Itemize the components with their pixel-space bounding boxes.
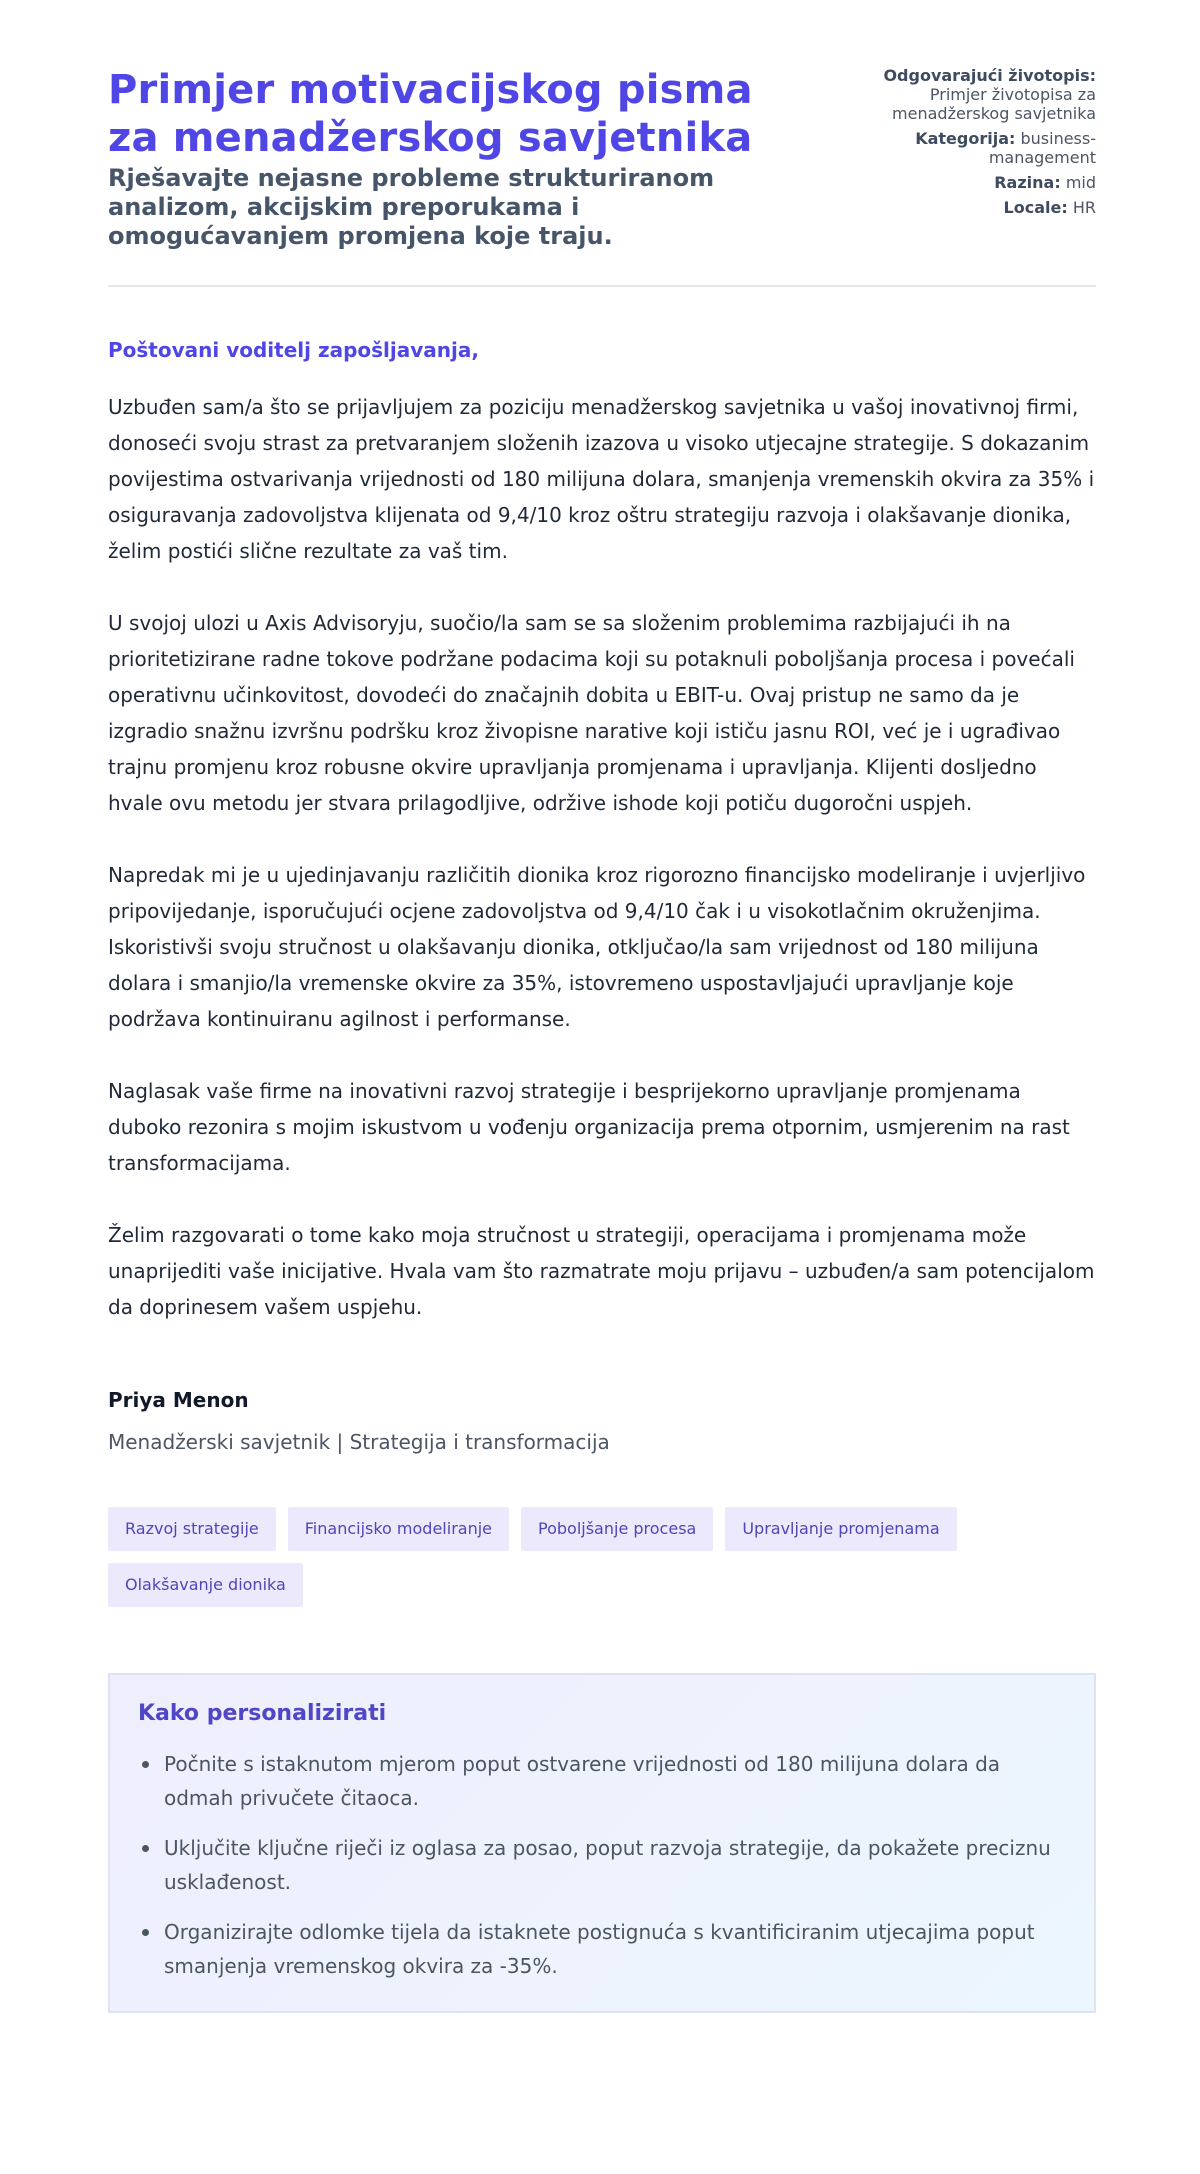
meta-value-resume-link[interactable]: Primjer životopisa za menadžerskog savjetnika — [892, 85, 1096, 123]
skill-tag: Upravljanje promjenama — [725, 1507, 956, 1551]
letter-paragraphs — [108, 389, 1096, 1325]
signature-role: Menadžerski savjetnik | Strategija i transformacija — [108, 1430, 610, 1454]
tip-item — [138, 1747, 1066, 1815]
meta-label: Locale: — [1003, 198, 1068, 217]
meta-label: Odgovarajući životopis: — [883, 66, 1096, 85]
tip-text: Počnite s istaknutom mjerom poput ostvarene vrijednosti od 180 milijuna dolara da odmah privučete čitaoca. — [164, 1752, 1001, 1810]
bullet-icon — [142, 1761, 149, 1768]
personalization-tips — [108, 1673, 1096, 2013]
letter-paragraph: Uzbuđen sam/a što se prijavljujem za poziciju menadžerskog savjetnika u vašoj inovativnoj firmi, donoseći svoju strast za pretvaranjem složenih izazova u visoko utjecajne strategije. S dokazanim povijestima ostvarivanja vrijednosti od 180 milijuna dolara, smanjenja vremenskih okvira za 35% i osiguravanja zadovoljstva klijenata od 9,4/10 kroz oštru strategiju razvoja i olakšavanje dionika, želim postići slične rezultate za vaš tim. — [108, 395, 1095, 563]
meta-locale — [836, 198, 1096, 217]
page-title: Primjer motivacijskog pisma za menadžerskog savjetnika — [108, 67, 753, 161]
skill-tag: Olakšavanje dionika — [108, 1563, 303, 1607]
meta-label: Razina: — [994, 173, 1061, 192]
skill-tags — [108, 1507, 1048, 1607]
skill-tag: Razvoj strategije — [108, 1507, 276, 1551]
letter-paragraph: Želim razgovarati o tome kako moja stručnost u strategiji, operacijama i promjenama može unaprijediti vaše inicijative. Hvala vam što razmatrate moju prijavu – uzbuđen/a sam potencijalom da doprinesem vašem uspjehu. — [108, 1223, 1095, 1319]
tip-item — [138, 1915, 1066, 1983]
tip-text: Uključite ključne riječi iz oglasa za posao, poput razvoja strategije, da pokažete preciznu usklađenost. — [164, 1836, 1051, 1894]
letter-paragraph: U svojoj ulozi u Axis Advisoryju, suočio/la sam se sa složenim problemima razbijajući ih na prioritetizirane radne tokove podržane podacima koji su potaknuli poboljšanja procesa i povećali operativnu učinkovitost, dovodeći do značajnih dobita u EBIT-u. Ovaj pristup ne samo da je izgradio snažnu izvršnu podršku kroz živopisne narative koji ističu jasnu ROI, već je i ugrađivao trajnu promjenu kroz robusne okvire upravljanja promjenama i upravljanja. Klijenti dosljedno hvale ovu metodu jer stvara prilagodljive, održive ishode koji potiču dugoročni uspjeh. — [108, 611, 1075, 815]
meta-category — [836, 129, 1096, 167]
skill-tag: Financijsko modeliranje — [288, 1507, 509, 1551]
salutation: Poštovani voditelj zapošljavanja, — [108, 338, 479, 362]
signature-name: Priya Menon — [108, 1388, 249, 1412]
page-subtitle: Rješavajte nejasne probleme strukturiranom analizom, akcijskim preporukama i omogućavanjem promjena koje traju. — [108, 164, 715, 250]
page-header — [108, 66, 1096, 287]
header-title-block — [108, 66, 788, 251]
tips-title: Kako personalizirati — [138, 1701, 387, 1726]
skill-tag: Poboljšanje procesa — [521, 1507, 713, 1551]
tips-list — [138, 1747, 1066, 1983]
meta-matching-resume — [836, 66, 1096, 123]
signature-block — [108, 1387, 1096, 1455]
letter-paragraph: Naglasak vaše firme na inovativni razvoj strategije i besprijekorno upravljanje promjenama duboko rezonira s mojim iskustvom u vođenju organizacija prema otpornim, usmjerenim na rast transformacijama. — [108, 1079, 1070, 1175]
meta-label: Kategorija: — [915, 129, 1016, 148]
meta-value: HR — [1072, 198, 1096, 217]
bullet-icon — [142, 1845, 149, 1852]
meta-value: business-management — [988, 129, 1096, 167]
meta-level — [836, 173, 1096, 192]
bullet-icon — [142, 1929, 149, 1936]
meta-panel — [836, 66, 1096, 223]
letter-paragraph: Napredak mi je u ujedinjavanju različitih dionika kroz rigorozno financijsko modeliranje i uvjerljivo pripovijedanje, isporučujući ocjene zadovoljstva od 9,4/10 čak i u visokotlačnim okruženjima. Iskoristivši svoju stručnost u olakšavanju dionika, otključao/la sam vrijednost od 180 milijuna dolara i smanjio/la vremenske okvire za 35%, istovremeno uspostavljajući upravljanje koje podržava kontinuiranu agilnost i performanse. — [108, 863, 1086, 1031]
tip-text: Organizirajte odlomke tijela da istaknete postignuća s kvantificiranim utjecajima poput smanjenja vremenskog okvira za -35%. — [164, 1920, 1035, 1978]
tip-item — [138, 1831, 1066, 1899]
meta-value: mid — [1065, 173, 1096, 192]
letter-body — [108, 337, 1096, 1455]
